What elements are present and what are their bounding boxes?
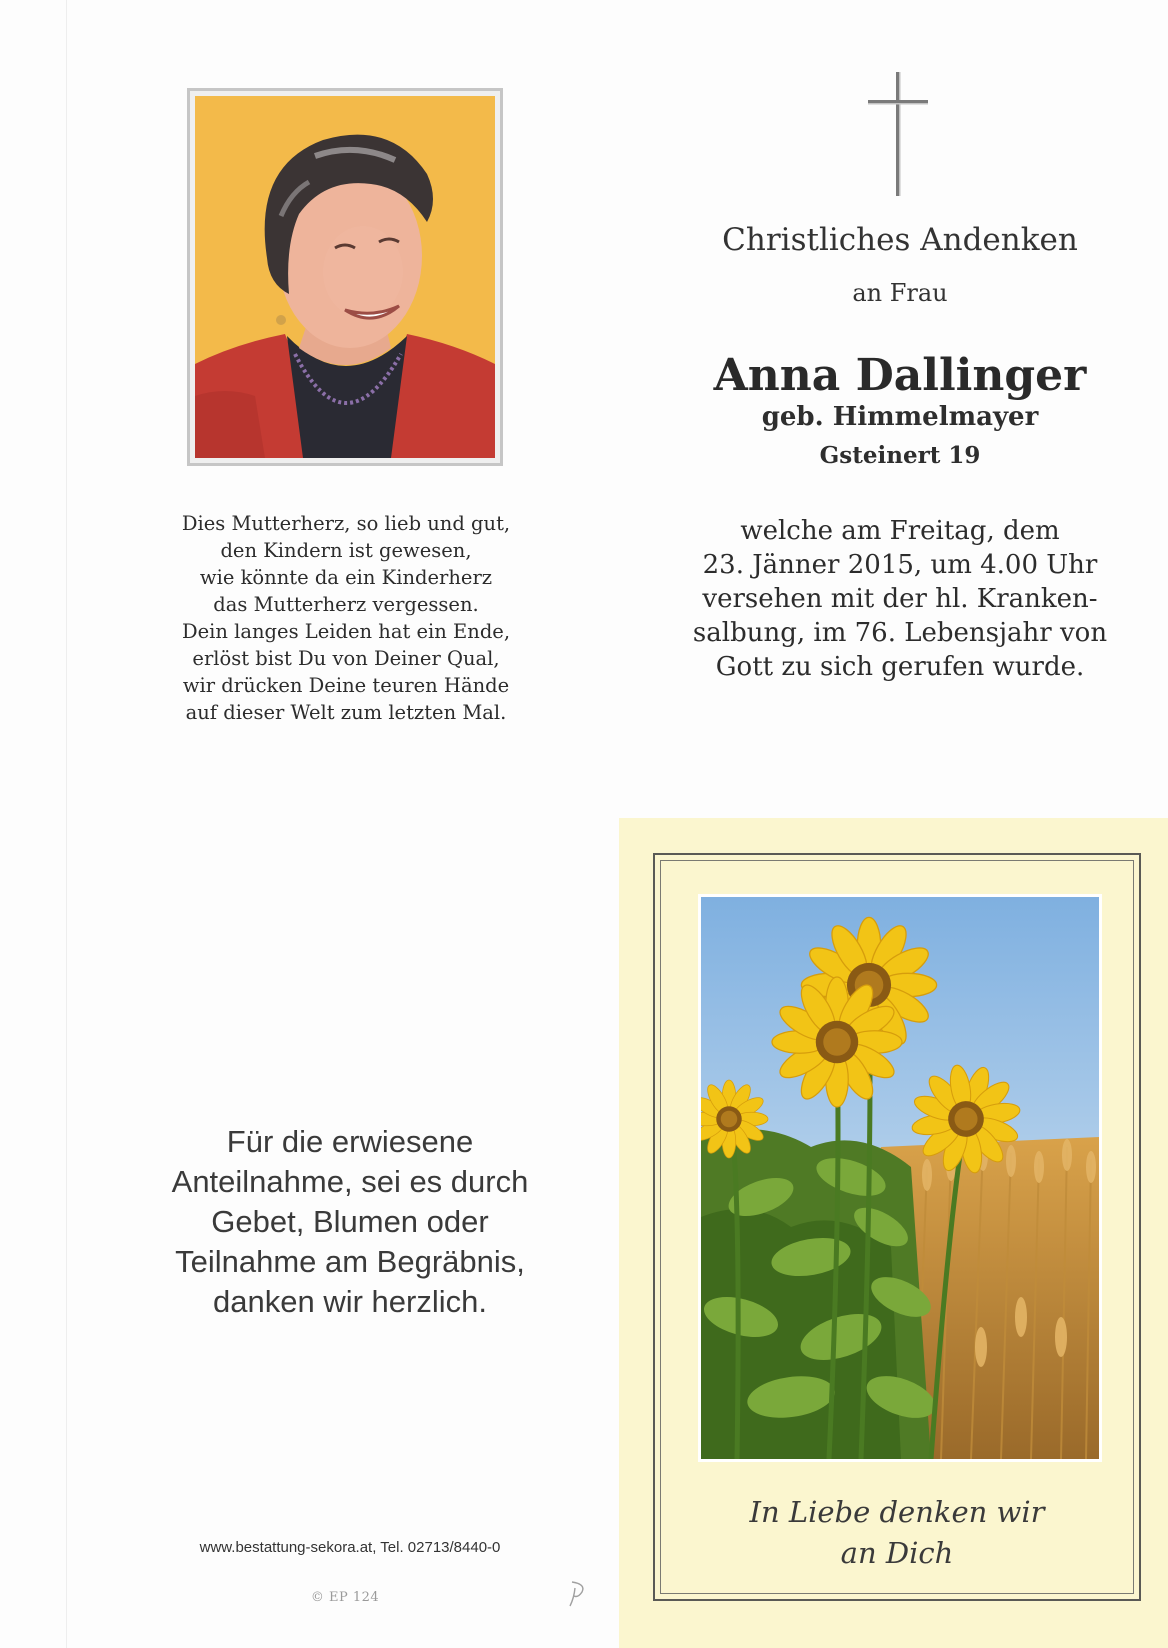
- obituary-text: [690, 514, 1110, 684]
- caption-line: In Liebe denken wir: [749, 1495, 1045, 1529]
- poem-line: Dies Mutterherz, so lieb und gut,: [181, 512, 511, 535]
- portrait-photo-frame: [187, 88, 503, 466]
- poem-line: wir drücken Deine teuren Hände: [182, 674, 510, 697]
- poem-line: auf dieser Welt zum letzten Mal.: [185, 701, 507, 724]
- caption-line: an Dich: [840, 1536, 954, 1570]
- sunflower-illustration: [701, 897, 1099, 1459]
- obituary-line: welche am Freitag, dem: [740, 516, 1060, 546]
- portrait-illustration: [195, 96, 495, 458]
- print-code: © EP 124: [310, 1590, 380, 1605]
- thanks-line: Gebet, Blumen oder: [211, 1204, 489, 1239]
- sunflower-photo: [698, 894, 1102, 1462]
- poem-line: den Kindern ist gewesen,: [220, 539, 472, 562]
- remembrance-heading: Christliches Andenken: [722, 222, 1078, 258]
- poem-line: erlöst bist Du von Deiner Qual,: [192, 647, 500, 670]
- address: Gsteinert 19: [819, 442, 981, 469]
- obituary-line: Gott zu sich gerufen wurde.: [715, 652, 1085, 682]
- obituary-line: salbung, im 76. Lebensjahr von: [692, 618, 1108, 648]
- thanks-line: Anteilnahme, sei es durch: [171, 1164, 529, 1199]
- poem: [160, 510, 532, 726]
- card-caption: [660, 1492, 1134, 1574]
- funeral-home-footer: www.bestattung-sekora.at, Tel. 02713/8440-0: [199, 1539, 501, 1556]
- thanks-text: [140, 1122, 560, 1322]
- poem-line: Dein langes Leiden hat ein Ende,: [181, 620, 511, 643]
- obituary-line: 23. Jänner 2015, um 4.00 Uhr: [702, 550, 1098, 580]
- thanks-line: Teilnahme am Begräbnis,: [175, 1244, 525, 1279]
- obituary-line: versehen mit der hl. Kranken-: [702, 584, 1098, 614]
- salutation: an Frau: [852, 279, 948, 307]
- poem-line: wie könnte da ein Kinderherz: [199, 566, 493, 589]
- maiden-name: geb. Himmelmayer: [761, 402, 1039, 432]
- sheet-edge: [66, 0, 67, 1648]
- latin-cross-icon: [866, 70, 930, 198]
- thanks-line: danken wir herzlich.: [213, 1284, 487, 1319]
- handwritten-mark: [566, 1578, 592, 1608]
- thanks-line: Für die erwiesene: [226, 1124, 474, 1159]
- portrait-photo: [195, 96, 495, 458]
- deceased-name: Anna Dallinger: [713, 350, 1087, 401]
- poem-line: das Mutterherz vergessen.: [213, 593, 479, 616]
